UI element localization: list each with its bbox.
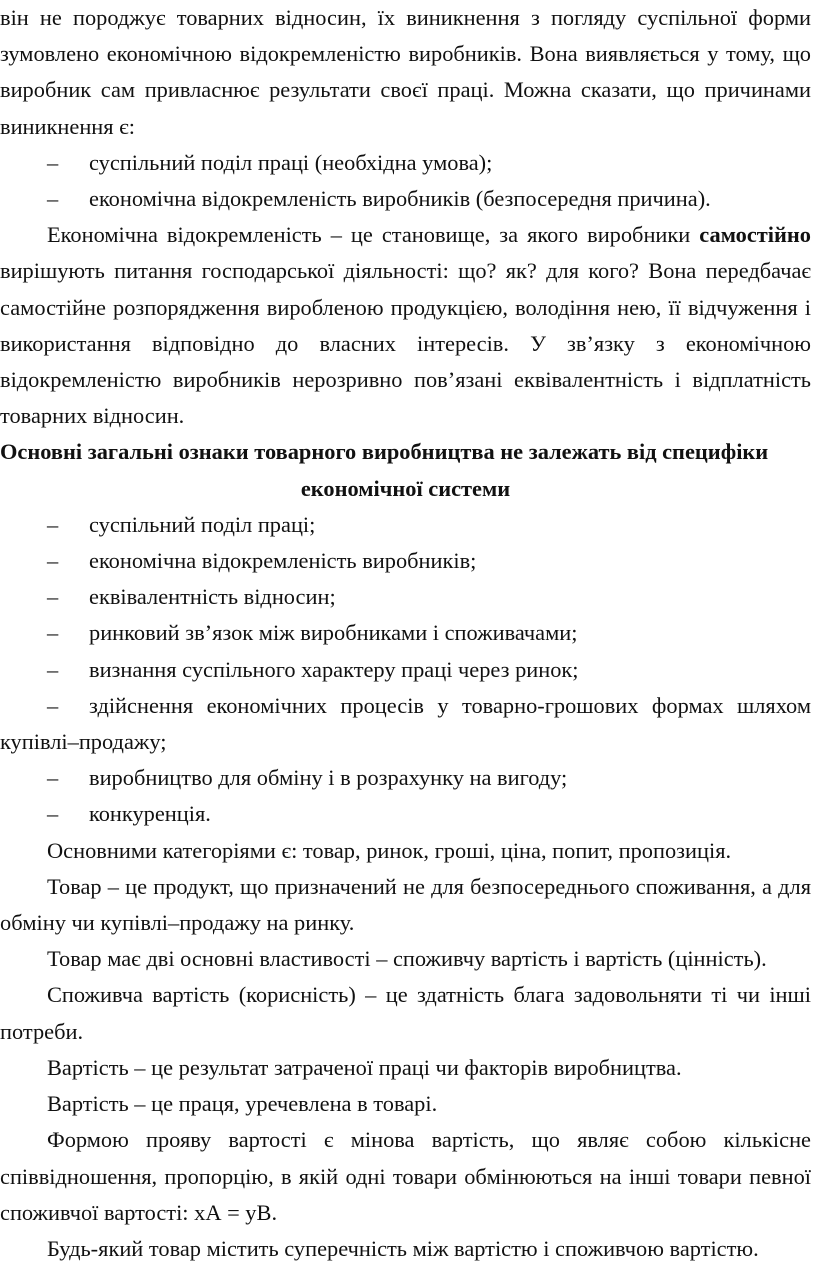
list-item-text: еквівалентність відносин;	[89, 584, 336, 610]
list-item	[0, 796, 811, 832]
list-item	[0, 181, 811, 217]
paragraph-value-2: Вартість – це праця, уречевлена в товарі.	[47, 1091, 438, 1117]
paragraph-intro: він не породжує товарних відносин, їх виникнення з погляду суспільної форми зумовлено економічною відокремленістю виробників. Вона виявляється у тому, що виробник сам привласнює результати своєї праці. Можна сказати, що причинами виникнення є:	[0, 5, 811, 139]
list-item-text: суспільний поділ праці;	[89, 511, 316, 537]
section-heading-line2: економічної системи	[300, 475, 511, 501]
paragraph-separation	[0, 217, 811, 434]
text-span: Економічна відокремленість – це становище, за якого виробники	[47, 222, 700, 248]
list-item-text: здійснення економічних процесів у товарно-грошових формах шляхом купівлі–продажу;	[0, 692, 811, 755]
list-item-text: виробництво для обміну і в розрахунку на вигоду;	[89, 765, 568, 791]
list-item	[0, 760, 811, 796]
list-item	[0, 145, 811, 181]
dash-bullet: –	[47, 692, 59, 718]
bold-term: самостійно	[699, 222, 811, 248]
list-item-text: визнання суспільного характеру праці через ринок;	[89, 656, 579, 682]
paragraph-categories: Основними категоріями є: товар, ринок, гроші, ціна, попит, пропозиція.	[47, 837, 732, 863]
list-item	[0, 579, 811, 615]
dash-bullet: –	[47, 149, 59, 175]
dash-bullet: –	[47, 548, 59, 574]
list-item	[0, 543, 811, 579]
dash-bullet: –	[47, 620, 59, 646]
dash-bullet: –	[47, 801, 59, 827]
list-item-text: ринковий зв’язок між виробниками і споживачами;	[89, 620, 578, 646]
paragraph-exchange-value: Формою прояву вартості є мінова вартість, що являє собою кількісне співвідношення, пропорцію, в якій одні товари обмінюються на інші товари певної споживчої вартості: хА = уВ.	[0, 1127, 811, 1225]
section-heading: Основні загальні ознаки товарного виробництва не залежать від специфіки	[0, 439, 769, 465]
dash-bullet: –	[47, 186, 59, 212]
list-item	[0, 507, 811, 543]
list-item-text: суспільний поділ праці (необхідна умова);	[89, 149, 493, 175]
list-item-text: конкуренція.	[89, 801, 211, 827]
paragraph-goods-definition: Товар – це продукт, що призначений не для безпосереднього споживання, а для обміну чи купівлі–продажу на ринку.	[0, 873, 811, 936]
list-item-text: економічна відокремленість виробників (безпосередня причина).	[89, 186, 711, 212]
dash-bullet: –	[47, 511, 59, 537]
paragraph-goods-properties: Товар має дві основні властивості – споживчу вартість і вартість (цінність).	[47, 946, 767, 972]
paragraph-value-1: Вартість – це результат затраченої праці чи факторів виробництва.	[47, 1054, 682, 1080]
list-item	[0, 615, 811, 651]
dash-bullet: –	[47, 584, 59, 610]
list-item	[0, 688, 811, 760]
text-span: вирішують питання господарської діяльності: що? як? для кого? Вона передбачає самостійне розпорядження виробленою продукцією, володіння нею, її відчуження і використання відповідно до власних інтересів. У зв’язку з економічною відокремленістю виробників нерозривно пов’язані еквівалентність і відплатність товарних відносин.	[0, 258, 811, 429]
paragraph-contradiction: Будь-який товар містить суперечність між вартістю і споживчою вартістю.	[47, 1235, 759, 1261]
dash-bullet: –	[47, 656, 59, 682]
list-item-text: економічна відокремленість виробників;	[89, 548, 477, 574]
dash-bullet: –	[47, 765, 59, 791]
paragraph-use-value: Споживча вартість (корисність) – це здатність блага задовольняти ті чи інші потреби.	[0, 982, 811, 1044]
list-item	[0, 652, 811, 688]
